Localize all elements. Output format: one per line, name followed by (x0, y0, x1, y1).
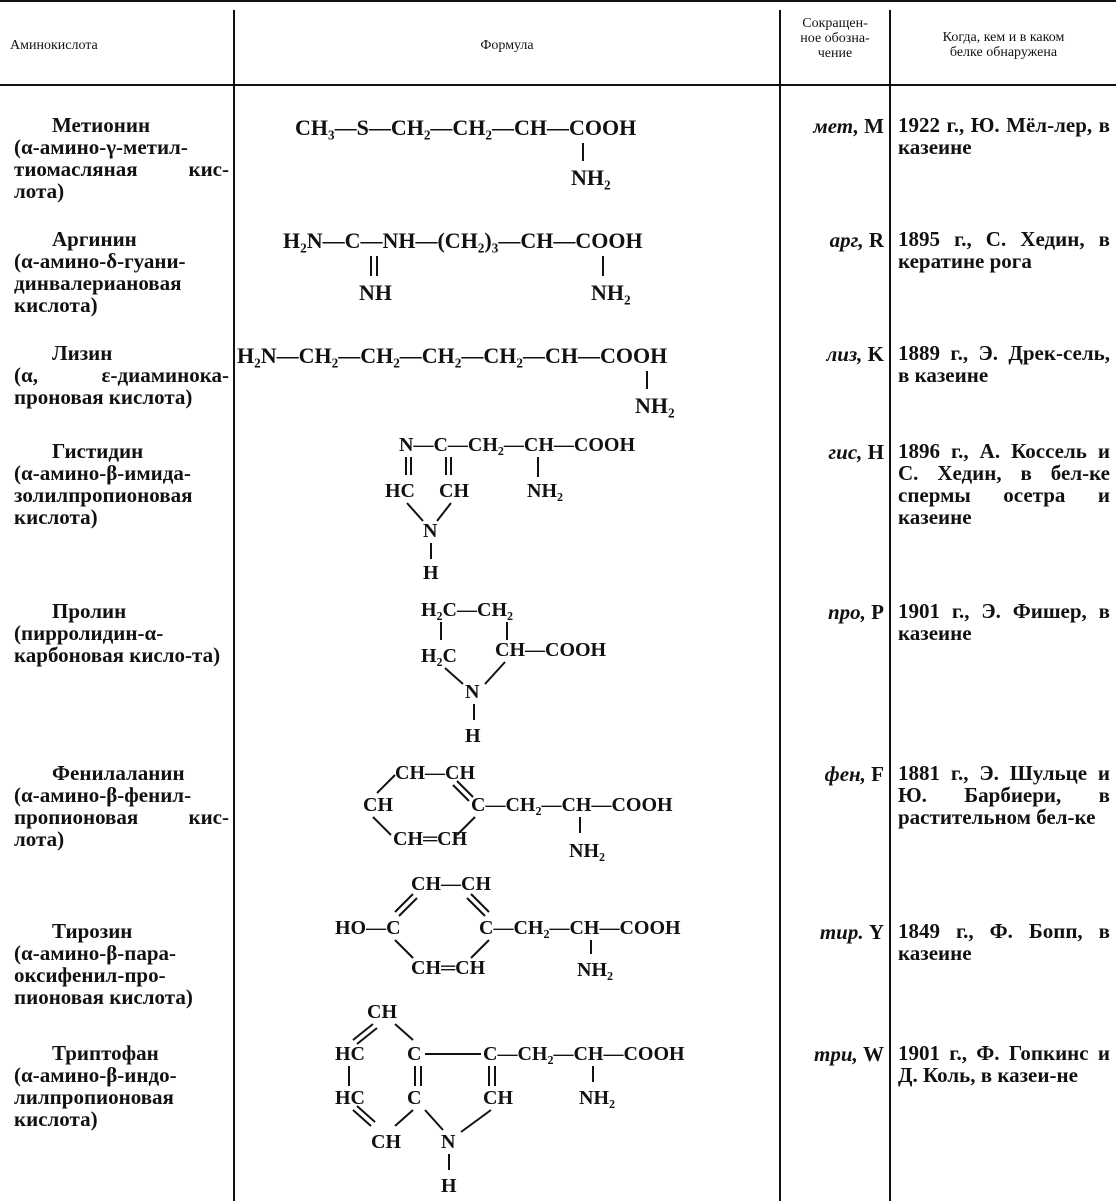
header-discovery (891, 30, 1116, 60)
formula-histidine (235, 425, 779, 585)
svg-text:CH═CH: CH═CH (411, 957, 486, 979)
row-lysine-name: Лизин (α, ε-диаминока-проновая кислота) (14, 341, 229, 409)
svg-text:NH₂: NH₂ (577, 959, 613, 980)
svg-text:C: C (407, 1043, 422, 1065)
svg-text:HC: HC (385, 480, 415, 502)
svg-text:HC: HC (335, 1043, 365, 1065)
row-methionine-abbr: мет, M (813, 114, 884, 138)
svg-text:HC: HC (335, 1087, 365, 1109)
row-arginine-abbr: арг, R (829, 228, 884, 252)
svg-text:H₂N—CH₂—CH₂—CH₂—CH₂—CH—COOH: H₂N—CH₂—CH₂—CH₂—CH₂—CH—COOH (237, 343, 668, 368)
row-phenylalanine-discovery: 1881 г., Э. Шульце и Ю. Барбиери, в растительном бел-ке (898, 761, 1110, 829)
row-histidine-name: Гистидин (α-амино-β-имида-золилпропионовая кислота) (14, 439, 193, 529)
row-phenylalanine-abbr: фен, F (824, 762, 884, 786)
header-disc-line1: Когда, кем и в каком (942, 30, 1065, 45)
row-tryptophan-abbr: три, W (813, 1042, 884, 1066)
row-proline-discovery: 1901 г., Э. Фишер, в казеине (898, 599, 1110, 645)
svg-text:H₂C: H₂C (421, 645, 457, 667)
header-abbr-line1: Сокращен- (802, 16, 868, 31)
svg-text:CH—CH: CH—CH (411, 873, 491, 895)
header-abbr-line3: чение (817, 46, 853, 61)
row-tyrosine-name: Тирозин (α-амино-β-пара-оксифенил-про-пионовая кислота) (14, 919, 193, 1009)
row-tyrosine-abbr: тир. Y (819, 920, 884, 944)
formula-arginine (235, 220, 779, 315)
row-lysine-discovery: 1889 г., Э. Дрек-сель, в казеине (898, 341, 1110, 387)
header-abbr (781, 16, 889, 61)
row-proline-abbr: про, P (827, 600, 884, 624)
header-amino: Аминокислота (10, 38, 98, 53)
row-tryptophan-name: Триптофан (α-амино-β-индо-лилпропионовая кислота) (14, 1041, 177, 1131)
svg-text:CH═CH: CH═CH (393, 828, 468, 850)
svg-text:CH—COOH: CH—COOH (495, 639, 607, 661)
svg-text:H: H (441, 1175, 457, 1197)
formula-lysine (235, 335, 779, 420)
formula-proline (235, 592, 779, 752)
svg-text:CH: CH (367, 1001, 397, 1023)
formula-methionine (235, 105, 779, 200)
header-disc-line2: белке обнаружена (949, 45, 1058, 60)
svg-text:H: H (465, 725, 481, 747)
svg-text:C—CH₂—CH—COOH: C—CH₂—CH—COOH (483, 1043, 685, 1065)
svg-text:N: N (423, 520, 438, 542)
row-tryptophan-discovery: 1901 г., Ф. Гопкинс и Д. Коль, в казеи-не (898, 1041, 1110, 1087)
formula-tryptophan (235, 998, 779, 1201)
svg-text:NH₂: NH₂ (591, 280, 631, 305)
header-abbr-line2: ное обозна- (800, 31, 870, 46)
row-lysine-abbr: лиз, K (826, 342, 884, 366)
svg-text:NH₂: NH₂ (527, 480, 563, 502)
svg-text:HO—C: HO—C (335, 917, 401, 939)
svg-text:CH: CH (363, 794, 393, 816)
header-formula: Формула (480, 38, 534, 53)
svg-text:NH₂: NH₂ (571, 165, 611, 190)
svg-text:NH: NH (359, 280, 392, 305)
row-phenylalanine-name: Фенилаланин (α-амино-β-фенил-пропионовая кис-лота) (14, 761, 229, 851)
svg-text:CH: CH (483, 1087, 513, 1109)
svg-text:N—C—CH₂—CH—COOH: N—C—CH₂—CH—COOH (399, 434, 635, 456)
svg-text:CH: CH (439, 480, 469, 502)
svg-text:NH₂: NH₂ (635, 393, 675, 418)
svg-text:H: H (423, 562, 439, 584)
row-arginine-name: Аргинин (α-амино-δ-гуани-динвалериановая кислота) (14, 227, 186, 317)
svg-text:H₂C—CH₂: H₂C—CH₂ (421, 599, 513, 621)
svg-text:N: N (441, 1131, 456, 1153)
formula-phenylalanine (235, 755, 779, 867)
table-top-rule (0, 0, 1116, 2)
formula-tyrosine (235, 868, 779, 980)
row-arginine-discovery: 1895 г., С. Хедин, в кератине рога (898, 227, 1110, 273)
header-bottom-rule (0, 84, 1116, 86)
svg-text:CH: CH (371, 1131, 401, 1153)
row-methionine-discovery: 1922 г., Ю. Мёл-лер, в казеине (898, 113, 1110, 159)
row-histidine-abbr: гис, H (828, 440, 884, 464)
row-proline-name: Пролин (пирролидин-α-карбоновая кисло-та) (14, 599, 221, 667)
svg-text:NH₂: NH₂ (569, 840, 605, 862)
svg-text:C—CH₂—CH—COOH: C—CH₂—CH—COOH (471, 794, 673, 816)
row-tyrosine-discovery: 1849 г., Ф. Бопп, в казеине (898, 919, 1110, 965)
svg-text:N: N (465, 681, 480, 703)
row-histidine-discovery: 1896 г., А. Коссель и С. Хедин, в бел-ке спермы осетра и казеине (898, 439, 1110, 529)
svg-text:H₂N—C—NH—(CH₂)₃—CH—COOH: H₂N—C—NH—(CH₂)₃—CH—COOH (283, 228, 643, 253)
svg-text:C—CH₂—CH—COOH: C—CH₂—CH—COOH (479, 917, 681, 939)
svg-text:C: C (407, 1087, 422, 1109)
col-divider-3 (889, 10, 891, 1201)
row-methionine-name: Метионин (α-амино-γ-метил-тиомасляная кис-лота) (14, 113, 229, 203)
svg-text:NH₂: NH₂ (579, 1087, 615, 1109)
svg-text:CH₃—S—CH₂—CH₂—CH—COOH: CH₃—S—CH₂—CH₂—CH—COOH (295, 115, 637, 140)
svg-text:CH—CH: CH—CH (395, 762, 475, 784)
